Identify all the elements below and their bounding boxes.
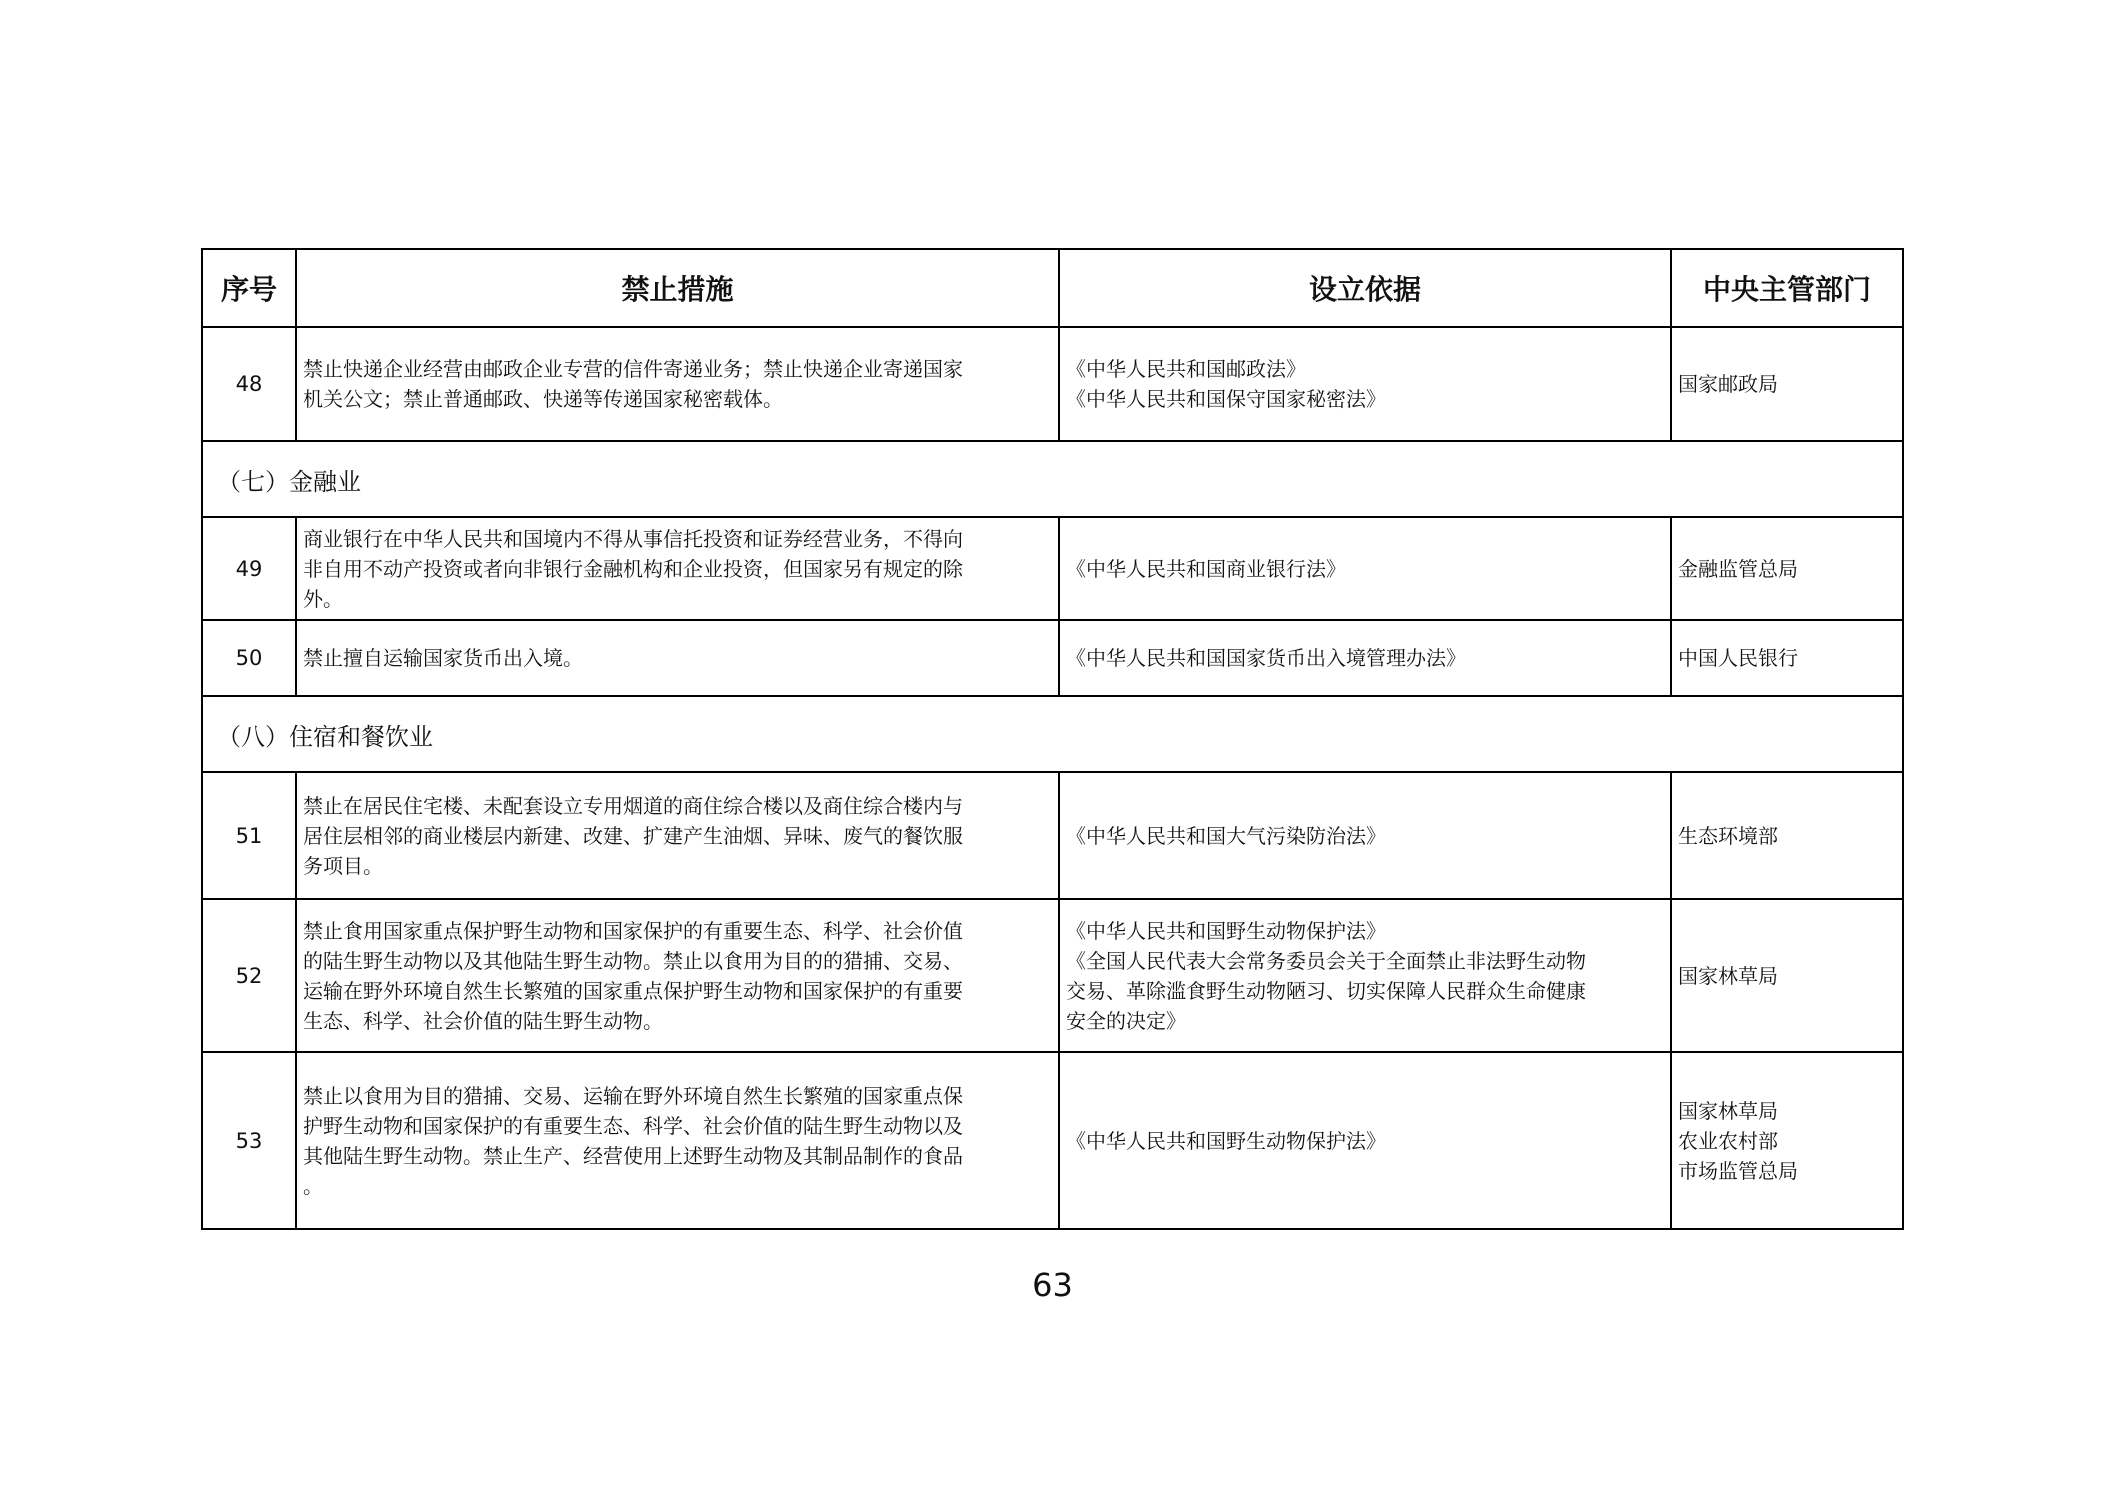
basis-cell — [1059, 620, 1671, 696]
text-line: 《全国人民代表大会常务委员会关于全面禁止非法野生动物 — [1066, 948, 1586, 973]
text-line: 金融监管总局 — [1678, 556, 1798, 581]
text-line: 禁止食用国家重点保护野生动物和国家保护的有重要生态、科学、社会价值 — [303, 918, 963, 943]
table-row — [202, 772, 1903, 899]
prohibition-table — [201, 248, 1904, 1230]
text-line: 商业银行在中华人民共和国境内不得从事信托投资和证券经营业务，不得向 — [303, 526, 963, 551]
text-line: 机关公文；禁止普通邮政、快递等传递国家秘密载体。 — [303, 387, 783, 411]
header-basis: 设立依据 — [1059, 249, 1671, 327]
table-row — [202, 1052, 1903, 1229]
text-line: 运输在野外环境自然生长繁殖的国家重点保护野生动物和国家保护的有重要 — [303, 978, 963, 1003]
text-line: 非自用不动产投资或者向非银行金融机构和企业投资，但国家另有规定的除 — [303, 556, 963, 581]
dept-cell — [1671, 327, 1903, 441]
section-row — [202, 441, 1903, 517]
basis-cell — [1059, 772, 1671, 899]
text-line: 务项目。 — [303, 853, 383, 878]
row-number: 53 — [202, 1052, 296, 1229]
basis-cell — [1059, 517, 1671, 620]
text-line: 《中华人民共和国野生动物保护法》 — [1066, 1128, 1386, 1153]
row-number: 52 — [202, 899, 296, 1052]
text-line: 的陆生野生动物以及其他陆生野生动物。禁止以食用为目的的猎捕、交易、 — [303, 948, 963, 973]
row-number: 49 — [202, 517, 296, 620]
measure-cell — [296, 899, 1059, 1052]
measure-cell — [296, 1052, 1059, 1229]
text-line: 《中华人民共和国商业银行法》 — [1066, 556, 1346, 581]
text-line: 市场监管总局 — [1678, 1158, 1798, 1183]
dept-cell — [1671, 1052, 1903, 1229]
table-header-row — [202, 249, 1903, 327]
text-line: 其他陆生野生动物。禁止生产、经营使用上述野生动物及其制品制作的食品 — [303, 1143, 963, 1168]
text-line: 国家邮政局 — [1678, 372, 1778, 396]
dept-cell — [1671, 772, 1903, 899]
section-row — [202, 696, 1903, 772]
text-line: 禁止快递企业经营由邮政企业专营的信件寄递业务；禁止快递企业寄递国家 — [303, 357, 963, 381]
basis-cell — [1059, 899, 1671, 1052]
header-seq: 序号 — [202, 249, 296, 327]
text-line: 《中华人民共和国保守国家秘密法》 — [1066, 387, 1386, 411]
dept-cell — [1671, 517, 1903, 620]
table-row — [202, 899, 1903, 1052]
table-row — [202, 517, 1903, 620]
table-row — [202, 327, 1903, 441]
table-row — [202, 620, 1903, 696]
text-line: 安全的决定》 — [1066, 1008, 1186, 1033]
text-line: 生态环境部 — [1678, 823, 1778, 848]
text-line: 禁止以食用为目的猎捕、交易、运输在野外环境自然生长繁殖的国家重点保 — [303, 1083, 963, 1108]
text-line: 《中华人民共和国邮政法》 — [1066, 357, 1306, 381]
text-line: 禁止擅自运输国家货币出入境。 — [303, 646, 583, 670]
page-number: 63 — [1032, 1266, 1073, 1304]
measure-cell — [296, 517, 1059, 620]
dept-cell — [1671, 899, 1903, 1052]
text-line: 国家林草局 — [1678, 963, 1778, 988]
table-body — [202, 327, 1903, 1229]
row-number: 50 — [202, 620, 296, 696]
measure-cell — [296, 772, 1059, 899]
row-number: 48 — [202, 327, 296, 441]
text-line: 《中华人民共和国野生动物保护法》 — [1066, 918, 1386, 943]
measure-cell — [296, 620, 1059, 696]
text-line: 中国人民银行 — [1678, 646, 1798, 670]
basis-cell — [1059, 1052, 1671, 1229]
text-line: 外。 — [303, 586, 343, 611]
text-line: 居住层相邻的商业楼层内新建、改建、扩建产生油烟、异味、废气的餐饮服 — [303, 823, 963, 848]
text-line: 《中华人民共和国大气污染防治法》 — [1066, 823, 1386, 848]
basis-cell — [1059, 327, 1671, 441]
text-line: 农业农村部 — [1678, 1128, 1778, 1153]
section-title: （八）住宿和餐饮业 — [202, 696, 1903, 772]
text-line: 禁止在居民住宅楼、未配套设立专用烟道的商住综合楼以及商住综合楼内与 — [303, 793, 963, 818]
text-line: 生态、科学、社会价值的陆生野生动物。 — [303, 1008, 663, 1033]
row-number: 51 — [202, 772, 296, 899]
text-line: 。 — [303, 1173, 323, 1198]
dept-cell — [1671, 620, 1903, 696]
text-line: 国家林草局 — [1678, 1098, 1778, 1123]
text-line: 交易、革除滥食野生动物陋习、切实保障人民群众生命健康 — [1066, 978, 1586, 1003]
header-measure: 禁止措施 — [296, 249, 1059, 327]
text-line: 护野生动物和国家保护的有重要生态、科学、社会价值的陆生野生动物以及 — [303, 1113, 963, 1138]
header-dept: 中央主管部门 — [1671, 249, 1903, 327]
measure-cell — [296, 327, 1059, 441]
text-line: 《中华人民共和国国家货币出入境管理办法》 — [1066, 646, 1466, 670]
section-title: （七）金融业 — [202, 441, 1903, 517]
